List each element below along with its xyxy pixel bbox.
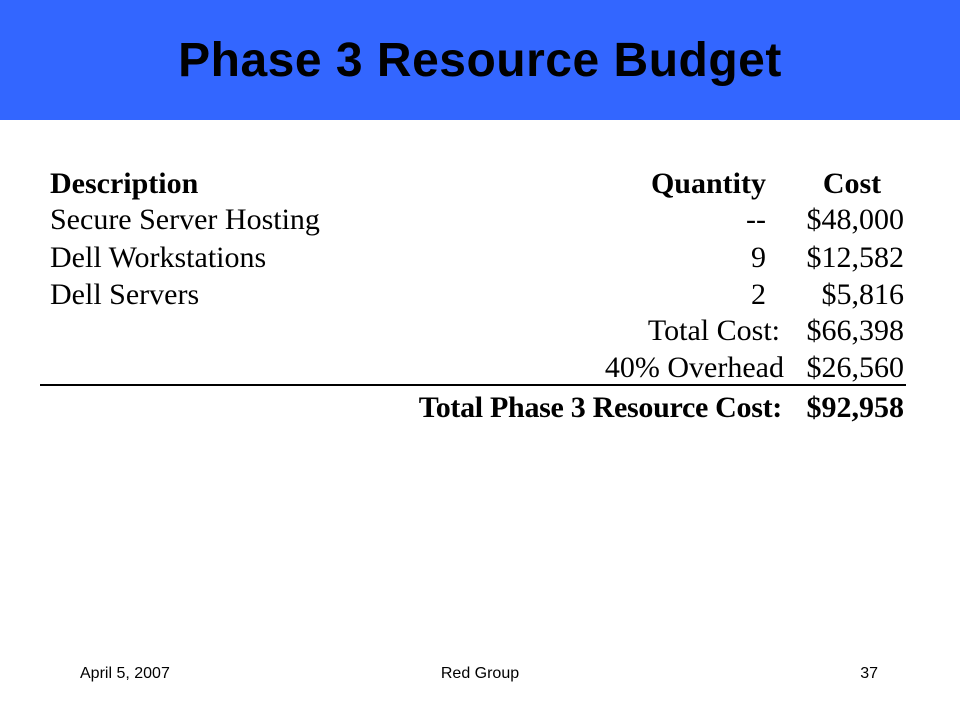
row-description: Dell Workstations bbox=[50, 241, 267, 274]
header-cost: Cost bbox=[822, 167, 882, 200]
slide-title: Phase 3 Resource Budget bbox=[178, 34, 782, 87]
row-cost: $5,816 bbox=[821, 278, 904, 311]
subtotal-value: $66,398 bbox=[806, 314, 904, 347]
overhead-label: 40% Overhead bbox=[604, 351, 784, 384]
total-divider bbox=[40, 384, 906, 386]
row-description: Dell Servers bbox=[50, 278, 200, 311]
grand-total-value: $92,958 bbox=[806, 391, 904, 424]
row-quantity: 9 bbox=[751, 241, 766, 274]
header-quantity: Quantity bbox=[650, 167, 766, 200]
header-description: Description bbox=[50, 167, 199, 200]
row-description: Secure Server Hosting bbox=[50, 203, 320, 236]
row-quantity: -- bbox=[746, 203, 766, 236]
row-cost: $48,000 bbox=[806, 203, 904, 236]
row-quantity: 2 bbox=[751, 278, 766, 311]
footer-group: Red Group bbox=[440, 665, 520, 682]
row-cost: $12,582 bbox=[806, 241, 904, 274]
overhead-value: $26,560 bbox=[806, 351, 904, 384]
subtotal-label: Total Cost: bbox=[647, 314, 780, 347]
footer-page-number: 37 bbox=[860, 665, 878, 682]
grand-total-label: Total Phase 3 Resource Cost: bbox=[418, 391, 782, 424]
footer-date: April 5, 2007 bbox=[80, 665, 170, 682]
